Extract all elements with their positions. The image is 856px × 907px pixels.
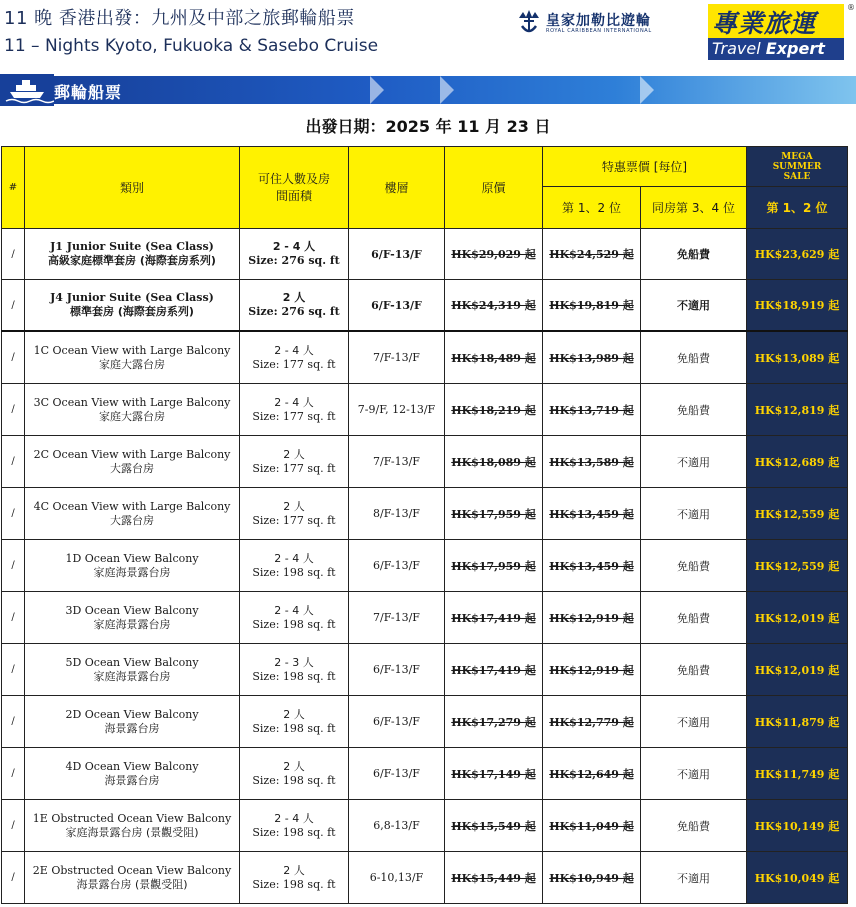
royal-caribbean-logo <box>516 8 676 38</box>
header-category: 類別 <box>25 147 240 229</box>
row-special-price <box>543 436 641 488</box>
occupancy-count: 2 - 4 人 <box>272 240 316 253</box>
row-special-price <box>543 229 641 280</box>
table-row <box>2 229 848 280</box>
room-size: Size: 198 sq. ft <box>252 877 336 891</box>
original-price: HK$29,029 起 <box>451 248 536 261</box>
row-third-fourth-guest: 不適用 <box>641 852 747 904</box>
original-price: HK$18,219 起 <box>451 403 536 417</box>
special-price: HK$13,719 起 <box>549 403 634 417</box>
page-header <box>0 0 856 74</box>
row-hash: / <box>2 436 25 488</box>
row-mega-sale-price: HK$12,559 起 <box>747 540 848 592</box>
special-price: HK$12,919 起 <box>549 611 634 625</box>
table-row <box>2 540 848 592</box>
table-row <box>2 644 848 696</box>
special-price: HK$24,529 起 <box>549 248 634 261</box>
row-special-price <box>543 592 641 644</box>
royal-caribbean-name: 皇家加勒比遊輪 <box>546 13 651 29</box>
row-third-fourth-guest: 不適用 <box>641 748 747 800</box>
row-category <box>25 592 240 644</box>
row-category <box>25 229 240 280</box>
category-chinese: 海景露台房 <box>104 773 160 787</box>
title-chinese: 11 晚 香港出發：九州及中部之旅郵輪船票 <box>4 8 355 29</box>
occupancy-count: 2 - 4 人 <box>274 551 314 565</box>
row-hash: / <box>2 800 25 852</box>
row-category <box>25 696 240 748</box>
row-category <box>25 488 240 540</box>
category-chinese: 家庭海景露台房 <box>93 669 171 683</box>
category-english: 5D Ocean View Balcony <box>65 655 199 669</box>
special-price: HK$13,589 起 <box>549 455 634 469</box>
header-guest-3-4: 同房第 3、4 位 <box>641 187 747 229</box>
row-deck: 7/F-13/F <box>349 436 445 488</box>
row-special-price <box>543 644 641 696</box>
row-category <box>25 800 240 852</box>
original-price: HK$18,089 起 <box>451 455 536 469</box>
banner-label: 郵輪船票 <box>54 83 123 102</box>
row-original-price <box>445 540 543 592</box>
category-english: 1D Ocean View Balcony <box>65 551 199 565</box>
occupancy-count: 2 - 4 人 <box>274 343 314 357</box>
row-mega-sale-price: HK$10,149 起 <box>747 800 848 852</box>
category-chinese: 家庭海景露台房 (景觀受阻) <box>65 825 199 839</box>
row-occupancy <box>240 229 349 280</box>
row-deck: 6/F-13/F <box>349 696 445 748</box>
special-price: HK$13,459 起 <box>549 507 634 521</box>
header-occupancy: 可住人數及房間面積 <box>240 147 349 229</box>
header-original-price: 原價 <box>445 147 543 229</box>
category-english: 4D Ocean View Balcony <box>65 759 199 773</box>
category-english: J4 Junior Suite (Sea Class) <box>50 291 214 304</box>
price-table <box>1 146 848 904</box>
category-chinese: 海景露台房 <box>104 721 160 735</box>
row-deck: 6/F-13/F <box>349 748 445 800</box>
row-special-price <box>543 384 641 436</box>
row-occupancy <box>240 852 349 904</box>
header-deck: 樓層 <box>349 147 445 229</box>
row-special-price <box>543 331 641 384</box>
original-price: HK$17,959 起 <box>451 559 536 573</box>
special-price: HK$19,819 起 <box>549 299 634 312</box>
occupancy-count: 2 人 <box>283 499 305 513</box>
row-deck: 6/F-13/F <box>349 229 445 280</box>
row-original-price <box>445 436 543 488</box>
chevron-right-icon <box>440 76 454 104</box>
row-occupancy <box>240 696 349 748</box>
chevron-right-icon <box>370 76 384 104</box>
row-category <box>25 280 240 332</box>
row-original-price <box>445 748 543 800</box>
row-original-price <box>445 852 543 904</box>
row-deck: 6/F-13/F <box>349 280 445 332</box>
chevron-right-icon <box>640 76 654 104</box>
room-size: Size: 276 sq. ft <box>248 254 340 267</box>
row-mega-sale-price: HK$12,019 起 <box>747 592 848 644</box>
original-price: HK$17,149 起 <box>451 767 536 781</box>
row-mega-sale-price: HK$12,559 起 <box>747 488 848 540</box>
room-size: Size: 177 sq. ft <box>252 461 336 475</box>
row-original-price <box>445 280 543 332</box>
row-category <box>25 436 240 488</box>
category-chinese: 家庭大露台房 <box>99 409 165 423</box>
royal-caribbean-subtitle: ROYAL CARIBBEAN INTERNATIONAL <box>546 28 652 34</box>
room-size: Size: 177 sq. ft <box>252 513 336 527</box>
category-english: 2C Ocean View with Large Balcony <box>33 447 231 461</box>
row-mega-sale-price: HK$18,919 起 <box>747 280 848 332</box>
departure-date: 出發日期：2025 年 11 月 23 日 <box>305 117 551 136</box>
row-deck: 8/F-13/F <box>349 488 445 540</box>
original-price: HK$17,419 起 <box>451 663 536 677</box>
crown-anchor-icon <box>516 8 542 36</box>
row-third-fourth-guest: 免船費 <box>641 540 747 592</box>
original-price: HK$17,419 起 <box>451 611 536 625</box>
row-special-price <box>543 852 641 904</box>
row-third-fourth-guest: 免船費 <box>641 384 747 436</box>
table-row <box>2 592 848 644</box>
row-occupancy <box>240 280 349 332</box>
room-size: Size: 198 sq. ft <box>252 565 336 579</box>
row-deck: 7/F-13/F <box>349 331 445 384</box>
row-hash: / <box>2 748 25 800</box>
row-category <box>25 748 240 800</box>
room-size: Size: 177 sq. ft <box>252 409 336 423</box>
row-special-price <box>543 280 641 332</box>
category-chinese: 標準套房 (海際套房系列) <box>70 305 194 318</box>
row-mega-sale-price: HK$11,749 起 <box>747 748 848 800</box>
category-english: 3D Ocean View Balcony <box>65 603 199 617</box>
ship-icon <box>0 74 54 106</box>
table-row <box>2 488 848 540</box>
row-special-price <box>543 696 641 748</box>
travel-expert-logo <box>708 4 844 60</box>
occupancy-count: 2 人 <box>283 863 305 877</box>
occupancy-count: 2 - 4 人 <box>274 603 314 617</box>
special-price: HK$10,949 起 <box>549 871 634 885</box>
special-price: HK$13,459 起 <box>549 559 634 573</box>
row-special-price <box>543 748 641 800</box>
header-hash: # <box>2 147 25 229</box>
occupancy-count: 2 人 <box>283 447 305 461</box>
category-english: 2D Ocean View Balcony <box>65 707 199 721</box>
row-mega-sale-price: HK$12,019 起 <box>747 644 848 696</box>
room-size: Size: 198 sq. ft <box>252 773 336 787</box>
row-hash: / <box>2 644 25 696</box>
row-hash: / <box>2 229 25 280</box>
row-third-fourth-guest: 免船費 <box>641 592 747 644</box>
row-deck: 6-10,13/F <box>349 852 445 904</box>
row-mega-sale-price: HK$10,049 起 <box>747 852 848 904</box>
row-mega-sale-price: HK$12,819 起 <box>747 384 848 436</box>
row-hash: / <box>2 592 25 644</box>
original-price: HK$15,549 起 <box>451 819 536 833</box>
row-hash: / <box>2 384 25 436</box>
table-row <box>2 800 848 852</box>
category-chinese: 大露台房 <box>110 461 154 475</box>
room-size: Size: 198 sq. ft <box>252 617 336 631</box>
occupancy-count: 2 人 <box>283 759 305 773</box>
row-occupancy <box>240 800 349 852</box>
row-mega-sale-price: HK$12,689 起 <box>747 436 848 488</box>
row-third-fourth-guest: 免船費 <box>641 229 747 280</box>
row-hash: / <box>2 696 25 748</box>
row-third-fourth-guest: 免船費 <box>641 800 747 852</box>
section-banner <box>0 74 856 106</box>
row-occupancy <box>240 540 349 592</box>
row-occupancy <box>240 331 349 384</box>
special-price: HK$13,989 起 <box>549 351 634 365</box>
travel-expert-chinese: 專業旅運 <box>712 9 817 38</box>
original-price: HK$17,279 起 <box>451 715 536 729</box>
table-row <box>2 852 848 904</box>
row-deck: 6/F-13/F <box>349 644 445 696</box>
occupancy-count: 2 人 <box>282 291 306 304</box>
category-english: 1C Ocean View with Large Balcony <box>33 343 231 357</box>
row-category <box>25 852 240 904</box>
row-original-price <box>445 384 543 436</box>
category-chinese: 家庭海景露台房 <box>93 617 171 631</box>
row-third-fourth-guest: 不適用 <box>641 436 747 488</box>
row-original-price <box>445 800 543 852</box>
row-occupancy <box>240 436 349 488</box>
row-deck: 6/F-13/F <box>349 540 445 592</box>
room-size: Size: 276 sq. ft <box>248 305 340 318</box>
occupancy-count: 2 人 <box>283 707 305 721</box>
row-deck: 7/F-13/F <box>349 592 445 644</box>
registered-mark: ® <box>847 3 855 12</box>
row-hash: / <box>2 852 25 904</box>
table-row <box>2 436 848 488</box>
room-size: Size: 177 sq. ft <box>252 357 336 371</box>
row-occupancy <box>240 748 349 800</box>
header-special-price: 特惠票價 [每位] <box>543 147 747 187</box>
original-price: HK$18,489 起 <box>451 351 536 365</box>
row-special-price <box>543 488 641 540</box>
category-chinese: 家庭海景露台房 <box>93 565 171 579</box>
row-mega-sale-price: HK$13,089 起 <box>747 331 848 384</box>
special-price: HK$11,049 起 <box>549 819 634 833</box>
row-original-price <box>445 331 543 384</box>
table-row <box>2 384 848 436</box>
row-hash: / <box>2 488 25 540</box>
occupancy-count: 2 - 4 人 <box>274 395 314 409</box>
row-original-price <box>445 488 543 540</box>
row-category <box>25 384 240 436</box>
row-special-price <box>543 540 641 592</box>
row-deck: 7-9/F, 12-13/F <box>349 384 445 436</box>
category-english: 3C Ocean View with Large Balcony <box>33 395 231 409</box>
row-third-fourth-guest: 不適用 <box>641 488 747 540</box>
category-chinese: 海景露台房 (景觀受阻) <box>76 877 188 891</box>
row-third-fourth-guest: 免船費 <box>641 644 747 696</box>
table-row <box>2 696 848 748</box>
category-english: 1E Obstructed Ocean View Balcony <box>32 811 232 825</box>
category-chinese: 高級家庭標準套房 (海際套房系列) <box>48 254 216 267</box>
occupancy-count: 2 - 4 人 <box>274 811 314 825</box>
special-price: HK$12,779 起 <box>549 715 634 729</box>
occupancy-count: 2 - 3 人 <box>274 655 314 669</box>
banner-bar <box>52 76 856 104</box>
original-price: HK$15,449 起 <box>451 871 536 885</box>
travel-expert-english: Travel Expert <box>712 39 825 58</box>
row-occupancy <box>240 384 349 436</box>
row-hash: / <box>2 280 25 332</box>
table-row <box>2 280 848 332</box>
row-occupancy <box>240 592 349 644</box>
row-mega-sale-price: HK$23,629 起 <box>747 229 848 280</box>
header-guest-1-2: 第 1、2 位 <box>543 187 641 229</box>
special-price: HK$12,919 起 <box>549 663 634 677</box>
row-category <box>25 540 240 592</box>
row-third-fourth-guest: 免船費 <box>641 331 747 384</box>
category-chinese: 大露台房 <box>110 513 154 527</box>
category-chinese: 家庭大露台房 <box>99 357 165 371</box>
header-mega-guest-1-2: 第 1、2 位 <box>747 187 848 229</box>
special-price: HK$12,649 起 <box>549 767 634 781</box>
row-deck: 6,8-13/F <box>349 800 445 852</box>
row-category <box>25 644 240 696</box>
category-english: J1 Junior Suite (Sea Class) <box>50 240 214 253</box>
category-english: 2E Obstructed Ocean View Balcony <box>32 863 232 877</box>
room-size: Size: 198 sq. ft <box>252 825 336 839</box>
category-english: 4C Ocean View with Large Balcony <box>33 499 231 513</box>
table-row <box>2 331 848 384</box>
title-english: 11 – Nights Kyoto, Fukuoka & Sasebo Cruise <box>4 36 379 56</box>
row-occupancy <box>240 488 349 540</box>
row-original-price <box>445 592 543 644</box>
row-third-fourth-guest: 不適用 <box>641 696 747 748</box>
row-hash: / <box>2 540 25 592</box>
original-price: HK$24,319 起 <box>451 299 536 312</box>
row-mega-sale-price: HK$11,879 起 <box>747 696 848 748</box>
table-row <box>2 748 848 800</box>
room-size: Size: 198 sq. ft <box>252 669 336 683</box>
room-size: Size: 198 sq. ft <box>252 721 336 735</box>
row-third-fourth-guest: 不適用 <box>641 280 747 332</box>
row-special-price <box>543 800 641 852</box>
row-original-price <box>445 696 543 748</box>
row-category <box>25 331 240 384</box>
header-mega-sale: MEGA SUMMER SALE <box>747 147 848 187</box>
row-occupancy <box>240 644 349 696</box>
row-original-price <box>445 644 543 696</box>
row-original-price <box>445 229 543 280</box>
row-hash: / <box>2 331 25 384</box>
original-price: HK$17,959 起 <box>451 507 536 521</box>
